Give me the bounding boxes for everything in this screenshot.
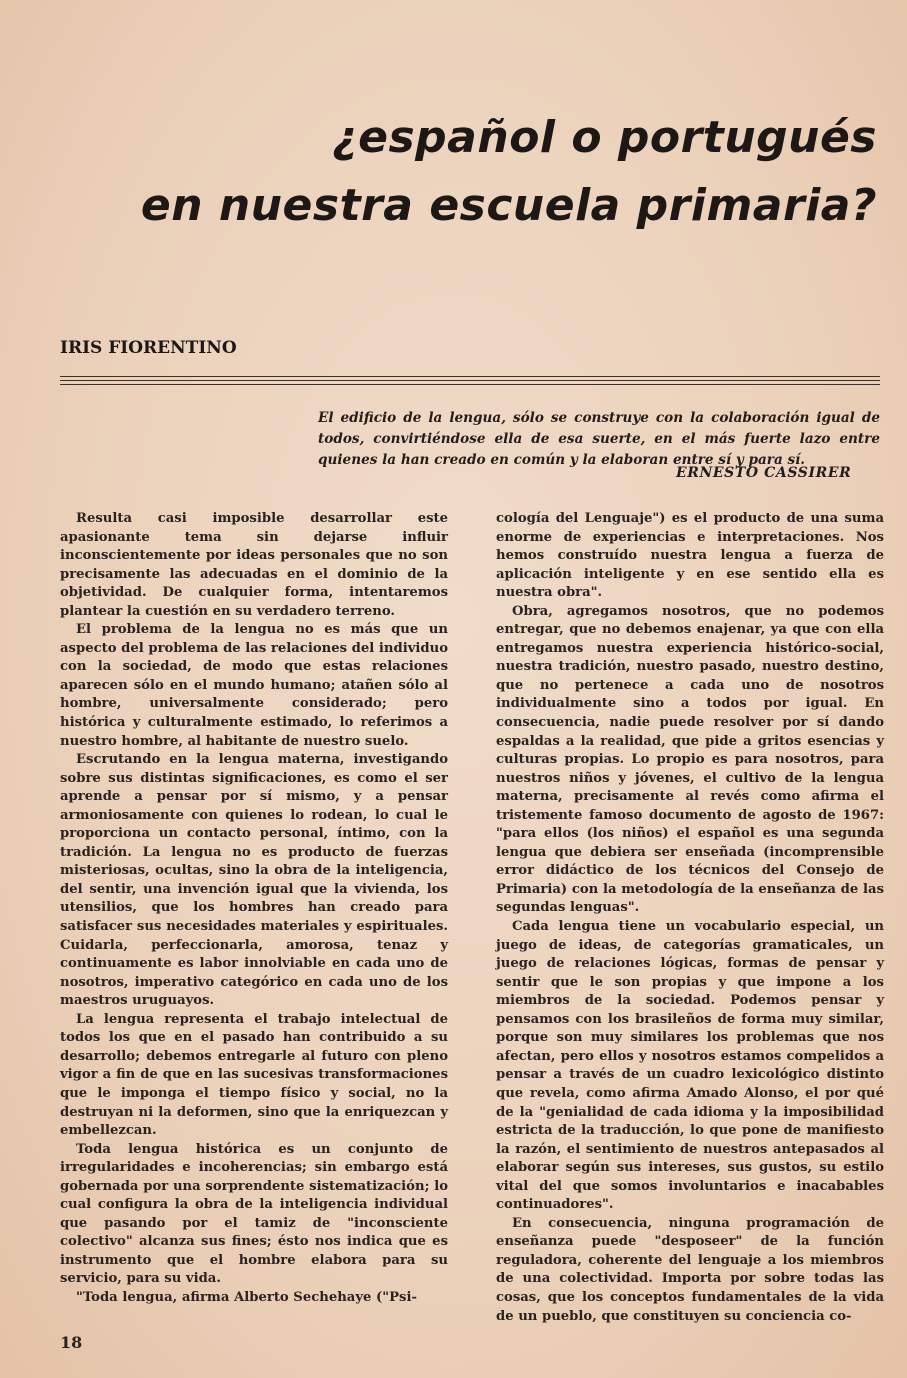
paragraph: "Toda lengua, afirma Alberto Sechehaye ("Psi- [76, 1289, 417, 1305]
paragraph: Cada lengua tiene un vocabulario especial, un juego de ideas, de categorías gramaticales, un juego de relaciones lógicas, formas de pensar y sentir que le son propias y que impone a los miembros de la sociedad. Podemos pensar y pensamos con los brasileños de forma muy similar, porque son muy similares los problemas que nos afectan, pero ellos y nosotros estamos compelidos a pensar a través de un cuadro lexicológico distinto que revela, como afirma Amado Alonso, el por qué de la "genialidad de cada idioma y la imposibilidad estricta de la traducción, lo que pone de manifiesto la razón, el sentimiento de nuestros antepasados al elaborar según sus intereses, sus gustos, su estilo vital del que somos involuntarios e inacabables continuadores". [496, 919, 884, 1213]
paragraph: En consecuencia, ninguna programación de enseñanza puede "desposeer" de la función reguladora, coherente del lenguaje a los miembros de una colectividad. Importa por sobre todas las cosas, que los conceptos fundamentales de la vida de un pueblo, que constituyen su conciencia co- [496, 1215, 884, 1324]
epigraph-author: ERNESTO CASSIRER [676, 465, 852, 481]
article-author: IRIS FIORENTINO [60, 338, 237, 358]
paragraph: Obra, agregamos nosotros, que no podemos entregar, que no debemos enajenar, ya que con ella entregamos nuestra experiencia histórico-social, nuestra tradición, nuestro pasado, nuestro destino, que no pertenece a cada uno de nosotros individualmente sino a todos por igual. En consecuencia, nadie puede resolver por sí dando espaldas a la realidad, que pide a gritos esencias y culturas propias. Lo propio es para nosotros, para nuestros niños y jóvenes, el cultivo de la lengua materna, precisamente al revés como afirma el tristemente famoso documento de agosto de 1967: "para ellos (los niños) el español es una segunda lengua que debiera ser enseñada (incomprensible error didáctico de los técnicos del Consejo de Primaria) con la metodología de la enseñanza de las segundas lenguas". [496, 603, 884, 916]
page-number: 18 [60, 1333, 83, 1352]
paragraph: Toda lengua histórica es un conjunto de irregularidades e incoherencias; sin embargo está gobernada por una sorprendente sistematización; lo cual configura la obra de la inteligencia individual que pasando por el tamiz de "inconsciente colectivo" alcanza sus fines; ésto nos indica que es instrumento que el hombre elabora para su servicio, para su vida. [60, 1141, 448, 1287]
paragraph: La lengua representa el trabajo intelectual de todos los que en el pasado han contribuido a su desarrollo; debemos entregarle al futuro con pleno vigor a fin de que en las sucesivas transformaciones que le imponga el tiempo físico y social, no la destruyan ni la deformen, sino que la enriquezcan y embellezcan. [60, 1011, 448, 1139]
paragraph: Escrutando en la lengua materna, investigando sobre sus distintas significaciones, es como el ser aprende a pensar por sí mismo, y a pensar armoniosamente con quienes lo rodean, lo cual le proporciona un contacto personal, íntimo, con la tradición. La lengua no es producto de fuerzas misteriosas, ocultas, sino la obra de la inteligencia, del sentir, una invención igual que la vivienda, los utensilios, que los hombres han creado para satisfacer sus necesidades materiales y espirituales. Cuidarla, perfeccionarla, amorosa, tenaz y continuamente es labor innolviable en cada uno de nosotros, imperativo categórico en cada uno de los maestros uruguayos. [60, 752, 448, 1009]
divider-rule [60, 384, 880, 385]
body-column-left [60, 510, 448, 1308]
article-title-line-2: en nuestra escuela primaria? [140, 180, 877, 231]
divider-rule [60, 376, 880, 377]
paragraph: Resulta casi imposible desarrollar este apasionante tema sin dejarse influir inconscientemente por ideas personales que no son precisamente las adecuadas en el dominio de la objetividad. De cualquier forma, intentaremos plantear la cuestión en su verdadero terreno. [60, 511, 448, 619]
article-title-line-1: ¿español o portugués [332, 112, 877, 163]
paragraph: El problema de la lengua no es más que un aspecto del problema de las relaciones del individuo con la sociedad, de modo que estas relaciones aparecen sólo en el mundo humano; atañen sólo al hombre, universalmente considerado; pero histórica y culturalmente estimado, lo referimos a nuestro hombre, al habitante de nuestro suelo. [60, 622, 448, 749]
divider-rule [60, 380, 880, 381]
paragraph: cología del Lenguaje") es el producto de una suma enorme de experiencias e interpretaciones. Nos hemos construído nuestra lengua a fuerza de aplicación inteligente y en ese sentido ella es nuestra obra". [496, 511, 884, 601]
body-column-right [496, 510, 884, 1326]
epigraph-quote: El edificio de la lengua, sólo se construye con la colaboración igual de todos, convirtiéndose ella de esa suerte, en el más fuerte lazo entre quienes la han creado en común y la elaboran entre sí y para sí. [318, 410, 880, 468]
